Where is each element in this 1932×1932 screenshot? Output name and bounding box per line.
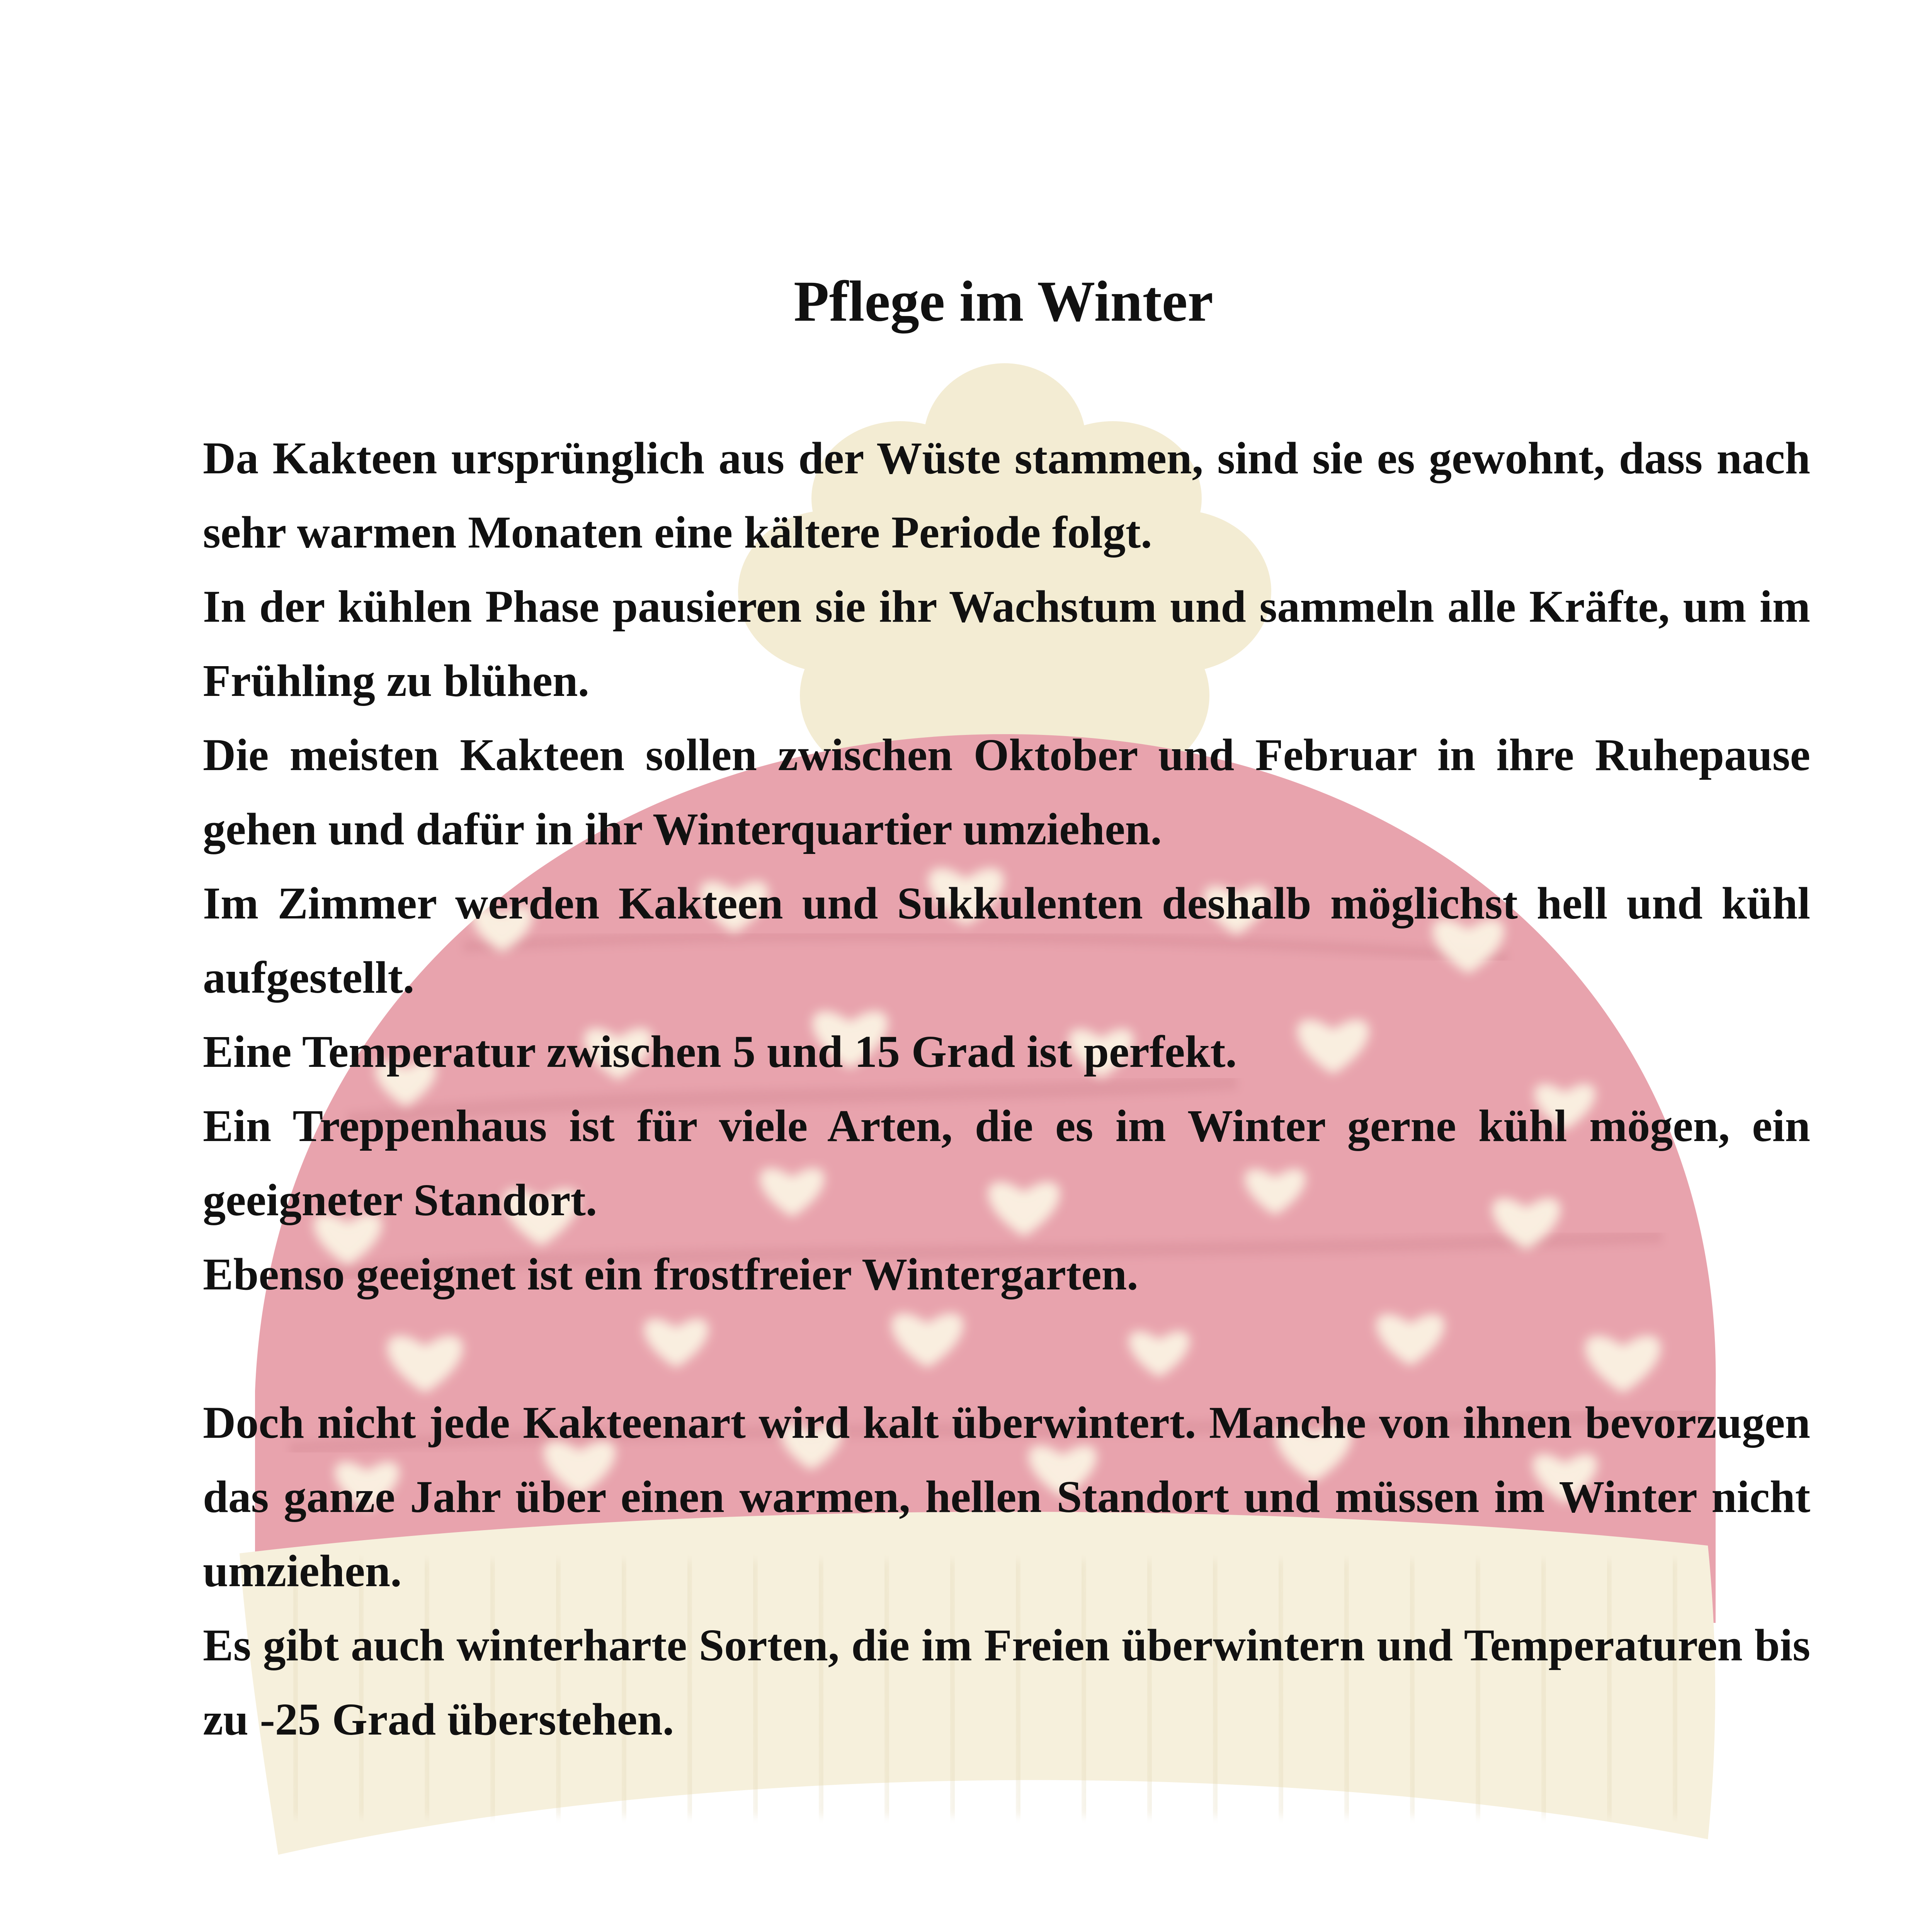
paragraph: Ein Treppenhaus ist für viele Arten, die es im Winter gerne kühl mögen, ein geeigneter Standort. (203, 1100, 1810, 1225)
page-title: Pflege im Winter (794, 269, 1213, 333)
paragraph: Doch nicht jede Kakteenart wird kalt überwintert. Manche von ihnen bevorzugen das ganze Jahr über einen warmen, hellen Standort und müssen im Winter nicht umziehen. (203, 1397, 1810, 1596)
paragraph: Die meisten Kakteen sollen zwischen Oktober und Februar in ihre Ruhepause gehen und dafür in ihr Winterquartier umziehen. (203, 730, 1810, 854)
paragraph: Im Zimmer werden Kakteen und Sukkulenten deshalb möglichst hell und kühl aufgestellt. (203, 878, 1810, 1003)
paragraph: In der kühlen Phase pausieren sie ihr Wachstum und sammeln alle Kräfte, um im Frühling zu blühen. (203, 581, 1810, 706)
body-text (203, 421, 1810, 1757)
paragraph: Eine Temperatur zwischen 5 und 15 Grad ist perfekt. (203, 1026, 1237, 1077)
paragraph: Ebenso geeignet ist ein frostfreier Wintergarten. (203, 1249, 1138, 1299)
paragraph: Es gibt auch winterharte Sorten, die im Freien überwintern und Temperaturen bis zu -25 Grad überstehen. (203, 1620, 1810, 1745)
paragraph: Da Kakteen ursprünglich aus der Wüste stammen, sind sie es gewohnt, dass nach sehr warmen Monaten eine kältere Periode folgt. (203, 433, 1810, 558)
